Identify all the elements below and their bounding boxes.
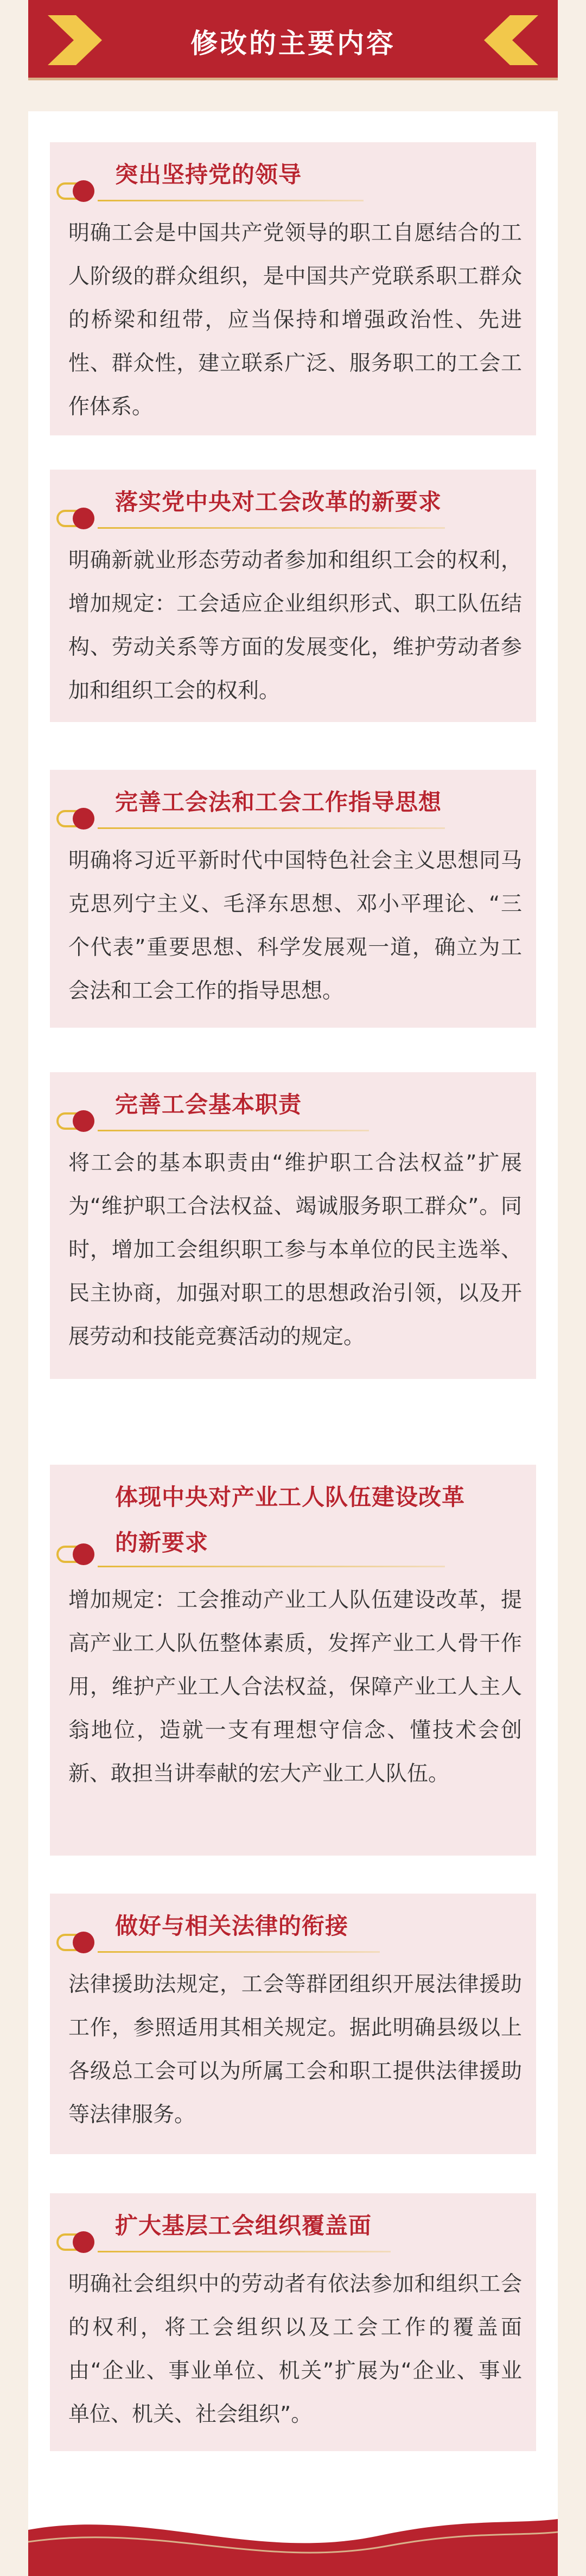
section-title: 体现中央对产业工人队伍建设改革 xyxy=(115,1484,466,1510)
section-body: 明确社会组织中的劳动者有依法参加和组织工会的权利，将工会组织以及工会工作的覆盖面由“企业、事业单位、机关”扩展为“企业、事业单位、机关、社会组织”。 xyxy=(68,2272,522,2427)
section-6 xyxy=(50,1894,536,2154)
title-underline xyxy=(98,1951,380,1953)
chevron-left-icon xyxy=(484,15,538,65)
section-title: 落实党中央对工会改革的新要求 xyxy=(115,489,442,515)
footer-wave xyxy=(28,2508,558,2576)
section-title-line2: 的新要求 xyxy=(115,1529,209,1556)
section-2 xyxy=(50,470,536,722)
title-underline xyxy=(98,200,364,201)
section-header xyxy=(50,1083,536,1137)
section-header xyxy=(50,153,536,207)
ring-dot-icon xyxy=(56,808,103,832)
title-underline xyxy=(98,827,445,829)
section-5 xyxy=(50,1465,536,1856)
header-banner xyxy=(28,0,558,80)
section-title: 扩大基层工会组织覆盖面 xyxy=(115,2212,372,2239)
section-title: 突出坚持党的领导 xyxy=(115,161,302,188)
section-header xyxy=(50,781,536,835)
title-underline xyxy=(98,527,445,529)
section-header xyxy=(50,1476,536,1573)
ring-dot-icon xyxy=(56,1932,103,1955)
section-header xyxy=(50,2204,536,2258)
section-title: 做好与相关法律的衔接 xyxy=(115,1913,349,1939)
section-header xyxy=(50,1904,536,1959)
ring-dot-icon xyxy=(56,508,103,531)
section-title: 完善工会基本职责 xyxy=(115,1091,302,1118)
section-3 xyxy=(50,770,536,1028)
section-body: 将工会的基本职责由“维护职工合法权益”扩展为“维护职工合法权益、竭诚服务职工群众”。同时，增加工会组织职工参与本单位的民主选举、民主协商，加强对职工的思想政治引领，以及开展劳动和技能竞赛活动的规定。 xyxy=(68,1151,522,1349)
section-body: 明确新就业形态劳动者参加和组织工会的权利，增加规定：工会适应企业组织形式、职工队伍结构、劳动关系等方面的发展变化，维护劳动者参加和组织工会的权利。 xyxy=(68,548,522,703)
title-underline xyxy=(98,1130,369,1131)
ring-dot-icon xyxy=(56,1543,103,1567)
section-header xyxy=(50,480,536,535)
title-underline xyxy=(98,2251,391,2252)
section-4 xyxy=(50,1072,536,1379)
section-title: 完善工会法和工会工作指导思想 xyxy=(115,789,442,815)
page-title: 修改的主要内容 xyxy=(190,28,396,59)
section-body: 明确将习近平新时代中国特色社会主义思想同马克思列宁主义、毛泽东思想、邓小平理论、“三个代表”重要思想、科学发展观一道，确立为工会法和工会工作的指导思想。 xyxy=(68,849,522,1003)
section-1 xyxy=(50,142,536,435)
ring-dot-icon xyxy=(56,1110,103,1134)
ring-dot-icon xyxy=(56,2231,103,2255)
section-body: 法律援助法规定，工会等群团组织开展法律援助工作，参照适用其相关规定。据此明确县级以上各级总工会可以为所属工会和职工提供法律援助等法律服务。 xyxy=(68,1972,522,2127)
ring-dot-icon xyxy=(56,180,103,204)
section-body: 明确工会是中国共产党领导的职工自愿结合的工人阶级的群众组织，是中国共产党联系职工群众的桥梁和纽带，应当保持和增强政治性、先进性、群众性，建立联系广泛、服务职工的工会工作体系。 xyxy=(68,221,522,419)
section-body: 增加规定：工会推动产业工人队伍建设改革，提高产业工人队伍整体素质，发挥产业工人骨干作用，维护产业工人合法权益，保障产业工人主人翁地位，造就一支有理想守信念、懂技术会创新、敢担当讲奉献的宏大产业工人队伍。 xyxy=(68,1588,522,1786)
title-underline xyxy=(98,1566,445,1567)
section-7 xyxy=(50,2193,536,2451)
